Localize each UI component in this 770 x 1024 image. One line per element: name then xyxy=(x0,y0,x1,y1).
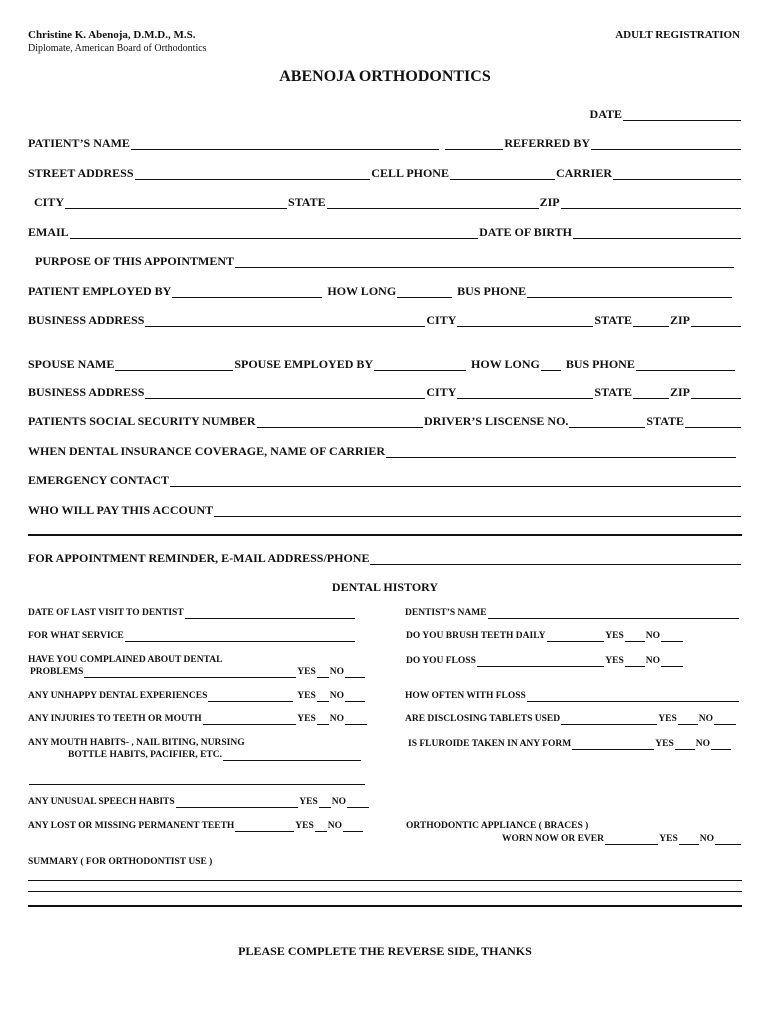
floss-yes-field[interactable] xyxy=(625,657,645,667)
fluoride-row xyxy=(408,738,732,750)
habits-row-1 xyxy=(28,737,358,749)
spouse-how-long-label: HOW LONG xyxy=(471,357,540,371)
patient-name-row xyxy=(28,136,742,150)
unhappy-row xyxy=(28,690,366,702)
purpose-row xyxy=(28,254,742,268)
referred-by-field[interactable] xyxy=(591,138,741,150)
appliance-label-1: ORTHODONTIC APPLIANCE ( BRACES ) xyxy=(406,821,589,831)
lost-teeth-yes-field[interactable] xyxy=(315,822,327,832)
email-label: EMAIL xyxy=(28,225,69,239)
patient-name-field-extra[interactable] xyxy=(445,138,503,150)
dl-state-label: STATE xyxy=(646,414,684,428)
insurance-label: WHEN DENTAL INSURANCE COVERAGE, NAME OF CARRIER xyxy=(28,444,386,458)
ssn-row xyxy=(28,414,742,428)
floss-often-field[interactable] xyxy=(527,692,739,702)
unhappy-no-field[interactable] xyxy=(345,692,365,702)
dentist-name-label: DENTIST’S NAME xyxy=(405,608,487,618)
spouse-business-city-label: CITY xyxy=(426,385,457,399)
complained-row-2 xyxy=(28,666,366,678)
patient-bus-phone-label: BUS PHONE xyxy=(457,284,527,298)
ssn-field[interactable] xyxy=(257,416,424,428)
floss-no-label: NO xyxy=(645,656,660,666)
patient-business-address-field[interactable] xyxy=(145,315,425,327)
city-row xyxy=(28,195,742,209)
who-will-pay-field[interactable] xyxy=(214,505,741,517)
spouse-business-address-field[interactable] xyxy=(145,387,425,399)
spouse-name-label: SPOUSE NAME xyxy=(28,357,115,371)
injuries-yes-field[interactable] xyxy=(317,715,329,725)
fluoride-yes-label: YES xyxy=(655,739,674,749)
complained-no-field[interactable] xyxy=(345,668,365,678)
state-label: STATE xyxy=(288,195,326,209)
patient-business-zip-field[interactable] xyxy=(691,315,741,327)
speech-label: ANY UNUSUAL SPEECH HABITS xyxy=(28,797,175,807)
dl-state-field[interactable] xyxy=(685,416,741,428)
disclosing-no-label: NO xyxy=(698,714,713,724)
spouse-employed-field[interactable] xyxy=(374,359,466,371)
spouse-name-field[interactable] xyxy=(115,359,233,371)
appliance-field[interactable] xyxy=(605,835,658,845)
cell-phone-label: CELL PHONE xyxy=(371,166,449,180)
patient-business-city-field[interactable] xyxy=(457,315,593,327)
drivers-license-field[interactable] xyxy=(569,416,645,428)
date-row xyxy=(28,107,742,121)
last-visit-label: DATE OF LAST VISIT TO DENTIST xyxy=(28,608,184,618)
floss-no-field[interactable] xyxy=(661,657,683,667)
reminder-label: FOR APPOINTMENT REMINDER, E-MAIL ADDRESS/PHONE xyxy=(28,551,370,565)
complained-label-1: HAVE YOU COMPLAINED ABOUT DENTAL xyxy=(28,655,223,665)
speech-field[interactable] xyxy=(176,798,299,808)
summary-line-1[interactable] xyxy=(28,880,742,881)
patient-employed-field[interactable] xyxy=(172,286,322,298)
form-type: ADULT REGISTRATION xyxy=(615,29,740,41)
disclosing-yes-label: YES xyxy=(658,714,677,724)
fluoride-field[interactable] xyxy=(572,740,654,750)
summary-row xyxy=(28,856,328,868)
speech-yes-label: YES xyxy=(299,797,318,807)
lost-teeth-no-label: NO xyxy=(327,821,342,831)
spouse-bus-phone-label: BUS PHONE xyxy=(565,357,635,371)
emergency-contact-label: EMERGENCY CONTACT xyxy=(28,473,170,487)
city-field[interactable] xyxy=(65,197,287,209)
brush-field[interactable] xyxy=(547,632,605,642)
injuries-no-label: NO xyxy=(329,714,344,724)
floss-label: DO YOU FLOSS xyxy=(406,656,476,666)
brush-label: DO YOU BRUSH TEETH DAILY xyxy=(406,631,546,641)
lost-teeth-no-field[interactable] xyxy=(343,822,363,832)
spouse-row xyxy=(28,357,742,371)
who-will-pay-label: WHO WILL PAY THIS ACCOUNT xyxy=(28,503,214,517)
brush-no-label: NO xyxy=(645,631,660,641)
street-address-field[interactable] xyxy=(135,168,371,180)
ssn-label: PATIENTS SOCIAL SECURITY NUMBER xyxy=(28,414,256,428)
dental-history-heading: DENTAL HISTORY xyxy=(331,580,439,594)
spouse-business-row xyxy=(28,385,742,399)
spouse-employed-label: SPOUSE EMPLOYED BY xyxy=(234,357,374,371)
lost-teeth-row xyxy=(28,820,364,832)
complained-yes-field[interactable] xyxy=(317,668,329,678)
lost-teeth-label: ANY LOST OR MISSING PERMANENT TEETH xyxy=(28,821,235,831)
practice-name: ABENOJA ORTHODONTICS xyxy=(279,68,491,85)
lost-teeth-field[interactable] xyxy=(235,822,294,832)
patient-business-row xyxy=(28,313,742,327)
patient-employment-row xyxy=(28,284,742,298)
patient-bus-phone-field[interactable] xyxy=(527,286,732,298)
appliance-yes-field[interactable] xyxy=(679,835,699,845)
injuries-yes-label: YES xyxy=(297,714,316,724)
patient-business-zip-label: ZIP xyxy=(669,313,690,327)
patient-employed-label: PATIENT EMPLOYED BY xyxy=(28,284,172,298)
patient-name-label: PATIENT’S NAME xyxy=(28,136,130,150)
what-service-field[interactable] xyxy=(125,632,355,642)
complained-label-2: PROBLEMS xyxy=(30,667,84,677)
purpose-field[interactable] xyxy=(235,256,734,268)
doctor-name: Christine K. Abenoja, D.M.D., M.S. xyxy=(28,29,196,41)
fluoride-yes-field[interactable] xyxy=(675,740,695,750)
emergency-contact-field[interactable] xyxy=(170,475,741,487)
brush-row xyxy=(406,630,684,642)
spouse-business-state-field[interactable] xyxy=(633,387,669,399)
divider-bottom xyxy=(28,905,742,907)
speech-row xyxy=(28,796,370,808)
reminder-field[interactable] xyxy=(370,553,741,565)
street-address-label: STREET ADDRESS xyxy=(28,166,134,180)
patient-business-city-label: CITY xyxy=(426,313,457,327)
email-row xyxy=(28,225,742,239)
fluoride-label: IS FLUROIDE TAKEN IN ANY FORM xyxy=(408,739,572,749)
disclosing-yes-field[interactable] xyxy=(678,715,698,725)
what-service-label: FOR WHAT SERVICE xyxy=(28,631,124,641)
floss-row xyxy=(406,655,684,667)
habits-row-3 xyxy=(28,773,366,785)
summary-label: SUMMARY ( FOR ORTHODONTIST USE ) xyxy=(28,857,213,867)
brush-yes-label: YES xyxy=(605,631,624,641)
spouse-business-state-label: STATE xyxy=(594,385,632,399)
appliance-yes-label: YES xyxy=(659,834,678,844)
patient-name-field[interactable] xyxy=(131,138,439,150)
unhappy-label: ANY UNHAPPY DENTAL EXPERIENCES xyxy=(28,691,208,701)
purpose-label: PURPOSE OF THIS APPOINTMENT xyxy=(35,254,235,268)
patient-business-state-field[interactable] xyxy=(633,315,669,327)
complained-row-1 xyxy=(28,654,356,666)
last-visit-row xyxy=(28,607,356,619)
appliance-label-2: WORN NOW OR EVER xyxy=(502,834,604,844)
patient-business-address-label: BUSINESS ADDRESS xyxy=(28,313,145,327)
state-field[interactable] xyxy=(327,197,539,209)
floss-field[interactable] xyxy=(477,657,604,667)
spouse-business-address-label: BUSINESS ADDRESS xyxy=(28,385,145,399)
carrier-field[interactable] xyxy=(613,168,741,180)
spouse-bus-phone-field[interactable] xyxy=(636,359,735,371)
what-service-row xyxy=(28,630,356,642)
patient-how-long-field[interactable] xyxy=(397,286,452,298)
habits-field[interactable] xyxy=(223,751,361,761)
unhappy-yes-label: YES xyxy=(297,691,316,701)
fluoride-no-label: NO xyxy=(695,739,710,749)
complained-no-label: NO xyxy=(329,667,344,677)
appliance-row-1 xyxy=(406,820,736,832)
spouse-business-zip-field[interactable] xyxy=(691,387,741,399)
injuries-label: ANY INJURIES TO TEETH OR MOUTH xyxy=(28,714,202,724)
complained-field[interactable] xyxy=(84,668,296,678)
unhappy-field[interactable] xyxy=(208,692,293,702)
carrier-label: CARRIER xyxy=(555,166,612,180)
patient-how-long-label: HOW LONG xyxy=(327,284,397,298)
dob-label: DATE OF BIRTH xyxy=(479,225,572,239)
injuries-no-field[interactable] xyxy=(345,715,367,725)
zip-label: ZIP xyxy=(539,195,560,209)
divider-top xyxy=(28,534,742,536)
patient-business-state-label: STATE xyxy=(594,313,632,327)
dentist-name-row xyxy=(405,607,740,619)
disclosing-label: ARE DISCLOSING TABLETS USED xyxy=(405,714,561,724)
injuries-row xyxy=(28,713,368,725)
floss-yes-label: YES xyxy=(605,656,624,666)
disclosing-row xyxy=(405,713,737,725)
summary-line-2[interactable] xyxy=(28,891,742,892)
dob-field[interactable] xyxy=(573,227,741,239)
injuries-field[interactable] xyxy=(203,715,297,725)
spouse-business-city-field[interactable] xyxy=(457,387,593,399)
city-label: CITY xyxy=(34,195,65,209)
habits-field-extra[interactable] xyxy=(29,775,365,785)
address-row xyxy=(28,166,742,180)
cell-phone-field[interactable] xyxy=(450,168,555,180)
appliance-no-label: NO xyxy=(699,834,714,844)
lost-teeth-yes-label: YES xyxy=(295,821,314,831)
fluoride-no-field[interactable] xyxy=(711,740,731,750)
date-label: DATE xyxy=(589,107,622,121)
emergency-row xyxy=(28,473,742,487)
speech-no-label: NO xyxy=(331,797,346,807)
unhappy-no-label: NO xyxy=(329,691,344,701)
floss-often-row xyxy=(405,690,740,702)
insurance-field[interactable] xyxy=(386,446,736,458)
disclosing-no-field[interactable] xyxy=(714,715,736,725)
payment-row xyxy=(28,503,742,517)
brush-yes-field[interactable] xyxy=(625,632,645,642)
brush-no-field[interactable] xyxy=(661,632,683,642)
habits-row-2 xyxy=(28,749,362,761)
unhappy-yes-field[interactable] xyxy=(317,692,329,702)
disclosing-field[interactable] xyxy=(561,715,657,725)
doctor-credentials: Diplomate, American Board of Orthodontics xyxy=(28,43,207,54)
footer-note: PLEASE COMPLETE THE REVERSE SIDE, THANKS xyxy=(238,944,532,958)
habits-label-2: BOTTLE HABITS, PACIFIER, ETC. xyxy=(68,750,222,760)
spouse-how-long-field[interactable] xyxy=(541,359,561,371)
speech-yes-field[interactable] xyxy=(319,798,331,808)
insurance-row xyxy=(28,444,742,458)
complained-yes-label: YES xyxy=(297,667,316,677)
referred-by-label: REFERRED BY xyxy=(504,136,590,150)
zip-field[interactable] xyxy=(561,197,741,209)
habits-label-1: ANY MOUTH HABITS- , NAIL BITING, NURSING xyxy=(28,738,245,748)
date-field[interactable] xyxy=(623,109,741,121)
email-field[interactable] xyxy=(70,227,478,239)
speech-no-field[interactable] xyxy=(347,798,369,808)
appliance-no-field[interactable] xyxy=(715,835,741,845)
spouse-business-zip-label: ZIP xyxy=(669,385,690,399)
dentist-name-field[interactable] xyxy=(488,609,739,619)
last-visit-field[interactable] xyxy=(185,609,355,619)
floss-often-label: HOW OFTEN WITH FLOSS xyxy=(405,691,526,701)
reminder-row xyxy=(28,551,742,565)
drivers-license-label: DRIVER’S LISCENSE NO. xyxy=(424,414,569,428)
appliance-row-2 xyxy=(406,833,742,845)
